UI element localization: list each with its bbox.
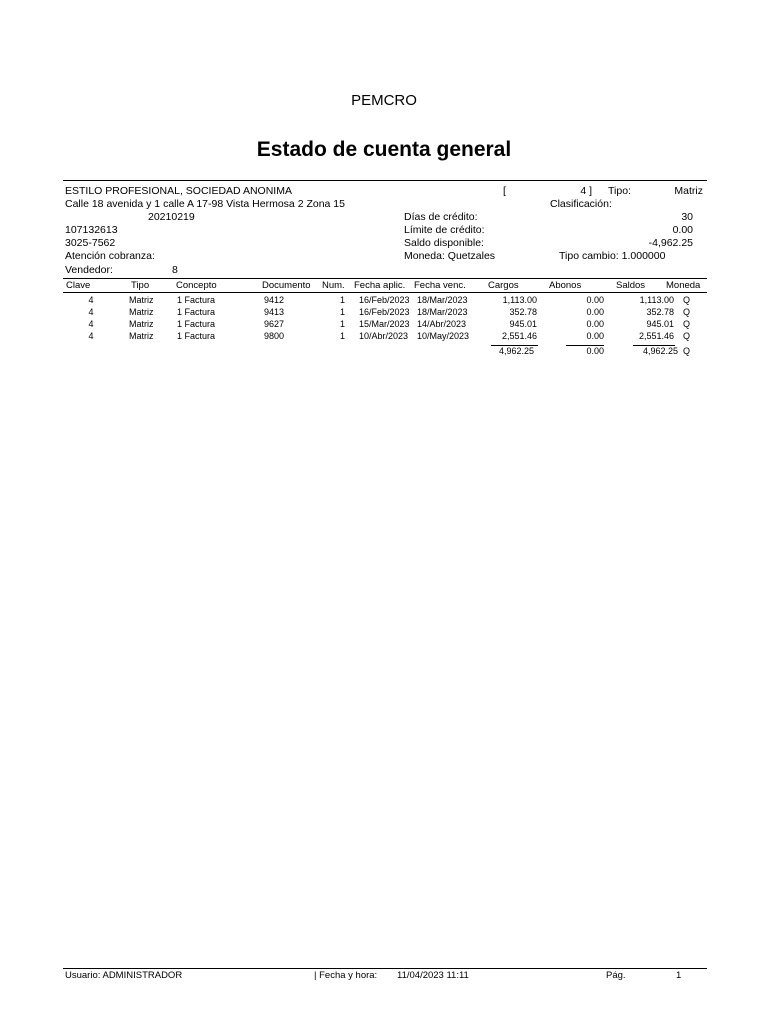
dias-credito-label: Días de crédito: [404,211,478,223]
cell-tipo: Matriz [129,319,154,329]
cell-cargos: 2,551.46 [501,331,537,341]
saldo-disponible-value: -4,962.25 [648,237,693,249]
customer-code: 4 ] [580,185,592,197]
cell-fecha-aplic: 10/Abr/2023 [359,331,409,341]
col-header-tipo: Tipo [131,280,150,291]
total-abonos: 0.00 [586,346,604,356]
atencion-cobranza-label: Atención cobranza: [65,250,155,262]
customer-date-code: 20210219 [148,211,195,223]
tipo-cambio-label: Tipo cambio: 1.000000 [559,250,666,262]
table-header-rule [63,292,707,293]
cell-concepto: 1 Factura [177,307,216,317]
header-rule [63,180,707,181]
cell-cargos: 1,113.00 [502,295,537,305]
cell-tipo: Matriz [129,331,154,341]
cell-fecha-aplic: 15/Mar/2023 [359,319,410,329]
cell-abonos: 0.00 [586,331,604,341]
col-header-documento: Documento [262,280,311,291]
cell-fecha-venc: 14/Abr/2023 [417,319,467,329]
cell-concepto: 1 Factura [177,295,216,305]
cell-saldos: 2,551.46 [638,331,674,341]
company-name: PEMCRO [351,92,417,109]
col-header-abonos: Abonos [549,280,582,291]
cell-concepto: 1 Factura [177,319,216,329]
saldo-disponible-label: Saldo disponible: [404,237,484,249]
limite-credito-label: Límite de crédito: [404,224,485,236]
dias-credito-value: 30 [681,211,693,223]
cell-fecha-venc: 18/Mar/2023 [417,307,468,317]
cell-num: 1 [339,307,345,317]
cell-clave: 4 [88,319,94,329]
footer-page-number: 1 [676,970,682,981]
col-header-concepto: Concepto [176,280,217,291]
cell-fecha-venc: 10/May/2023 [417,331,470,341]
moneda-label: Moneda: Quetzales [404,250,496,262]
cell-saldos: 945.01 [646,319,674,329]
footer-fecha-hora-value: 11/04/2023 11:11 [397,970,469,981]
cell-tipo: Matriz [129,295,154,305]
cell-abonos: 0.00 [586,319,604,329]
cell-moneda: Q [683,295,691,305]
cell-saldos: 352.78 [646,307,674,317]
tipo-value: Matriz [674,185,703,197]
vendedor-label: Vendedor: [65,264,113,276]
col-header-cargos: Cargos [488,280,519,291]
cell-abonos: 0.00 [586,307,604,317]
customer-code-bracket: [ [503,185,506,197]
cell-moneda: Q [683,331,691,341]
cell-documento: 9412 [264,295,285,305]
footer-page-label: Pág. [606,970,626,981]
vendedor-value: 8 [172,264,178,276]
clasificacion-label: Clasificación: [550,198,612,210]
col-header-saldos: Saldos [616,280,646,291]
tipo-label: Tipo: [608,185,631,197]
cell-saldos: 1,113.00 [639,295,674,305]
col-header-fecha-aplic: Fecha aplic. [354,280,406,291]
cell-documento: 9413 [264,307,285,317]
cell-moneda: Q [683,307,691,317]
cell-fecha-aplic: 16/Feb/2023 [359,295,410,305]
cell-clave: 4 [88,295,94,305]
customer-name: ESTILO PROFESIONAL, SOCIEDAD ANONIMA [65,185,292,197]
customer-address: Calle 18 avenida y 1 calle A 17-98 Vista Hermosa 2 Zona 15 [65,198,345,210]
cell-abonos: 0.00 [586,295,604,305]
report-title: Estado de cuenta general [256,138,512,161]
limite-credito-value: 0.00 [672,224,693,236]
cell-concepto: 1 Factura [177,331,216,341]
col-header-num: Num. [322,280,345,291]
cell-cargos: 945.01 [509,319,537,329]
col-header-fecha-venc: Fecha venc. [414,280,466,291]
cell-documento: 9800 [264,331,285,341]
customer-nit: 107132613 [65,224,118,236]
cell-num: 1 [339,319,345,329]
table-top-rule [63,278,707,279]
footer-fecha-hora-label: | Fecha y hora: [314,970,378,981]
total-moneda: Q [683,346,691,356]
cell-num: 1 [339,295,345,305]
col-header-moneda: Moneda [666,280,701,291]
footer-rule [63,968,707,969]
col-header-clave: Clave [66,280,91,291]
cell-cargos: 352.78 [509,307,537,317]
cell-moneda: Q [683,319,691,329]
total-cargos: 4,962.25 [498,346,534,356]
cell-clave: 4 [88,331,94,341]
customer-phone: 3025-7562 [65,237,116,249]
cell-fecha-venc: 18/Mar/2023 [417,295,468,305]
cell-num: 1 [339,331,345,341]
cell-clave: 4 [88,307,94,317]
footer-usuario: Usuario: ADMINISTRADOR [65,970,183,981]
cell-tipo: Matriz [129,307,154,317]
cell-documento: 9627 [264,319,285,329]
cell-fecha-aplic: 16/Feb/2023 [359,307,410,317]
total-saldos: 4,962.25 [642,346,678,356]
